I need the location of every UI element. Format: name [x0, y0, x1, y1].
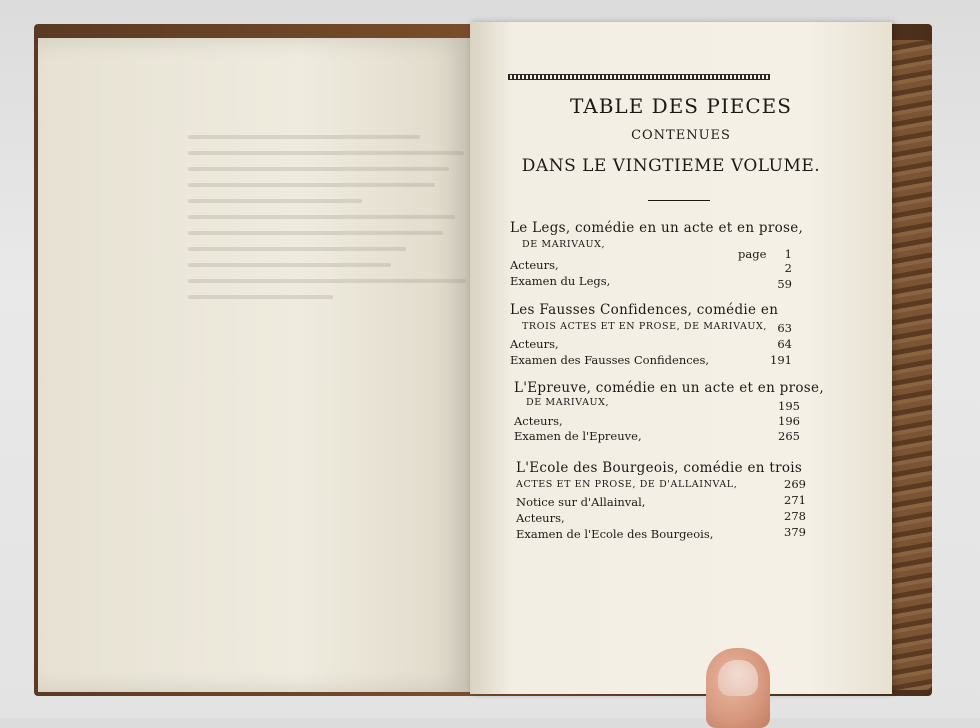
entry-author-line: ACTES ET EN PROSE, DE D'ALLAINVAL, [516, 479, 738, 490]
left-page [38, 38, 474, 692]
page-number: 269 [784, 477, 806, 491]
page-number: 59 [777, 277, 792, 291]
bleed-through-text [188, 123, 478, 373]
thumbnail [718, 660, 758, 696]
entry-line: Examen de l'Ecole des Bourgeois, [516, 527, 714, 541]
page-number: 64 [777, 337, 792, 351]
page-number: 1 [784, 247, 792, 261]
page-label: page [738, 247, 767, 261]
page-number: 278 [784, 509, 806, 523]
entry-author-line: DE MARIVAUX, [522, 239, 606, 250]
decorative-top-rule [508, 74, 770, 80]
entry-line: Acteurs, [516, 511, 565, 525]
entry-line: Examen des Fausses Confidences, [510, 353, 710, 367]
entry-line: Acteurs, [510, 258, 559, 272]
book-spine-edge [892, 40, 932, 690]
entry-title-line: L'Ecole des Bourgeois, comédie en trois [516, 460, 803, 476]
page-number: 195 [778, 399, 800, 413]
entry-title-line: L'Epreuve, comédie en un acte et en prose, [514, 380, 824, 396]
toc-title: TABLE DES PIECES [570, 94, 792, 118]
page-number: 271 [784, 493, 806, 507]
page-number: 379 [784, 525, 806, 539]
entry-line: Examen du Legs, [510, 274, 611, 288]
page-number: 196 [778, 414, 800, 428]
entry-author-line: TROIS ACTES ET EN PROSE, DE MARIVAUX, [522, 321, 767, 332]
entry-line: Acteurs, [510, 337, 559, 351]
page-number: 265 [778, 429, 800, 443]
entry-line: Notice sur d'Allainval, [516, 495, 646, 509]
entry-author-line: DE MARIVAUX, [526, 397, 610, 408]
page-number: 191 [770, 353, 792, 367]
page-number: 63 [777, 321, 792, 335]
entry-line: Acteurs, [514, 414, 563, 428]
toc-volume-line: DANS LE VINGTIEME VOLUME. [521, 156, 821, 176]
toc-subtitle: CONTENUES [631, 128, 731, 143]
title-divider [648, 200, 710, 201]
table-of-contents [470, 22, 892, 694]
entry-title-line: Le Legs, comédie en un acte et en prose, [510, 220, 804, 236]
entry-title-line: Les Fausses Confidences, comédie en [510, 302, 779, 318]
page-number: 2 [784, 261, 792, 275]
entry-line: Examen de l'Epreuve, [514, 429, 642, 443]
